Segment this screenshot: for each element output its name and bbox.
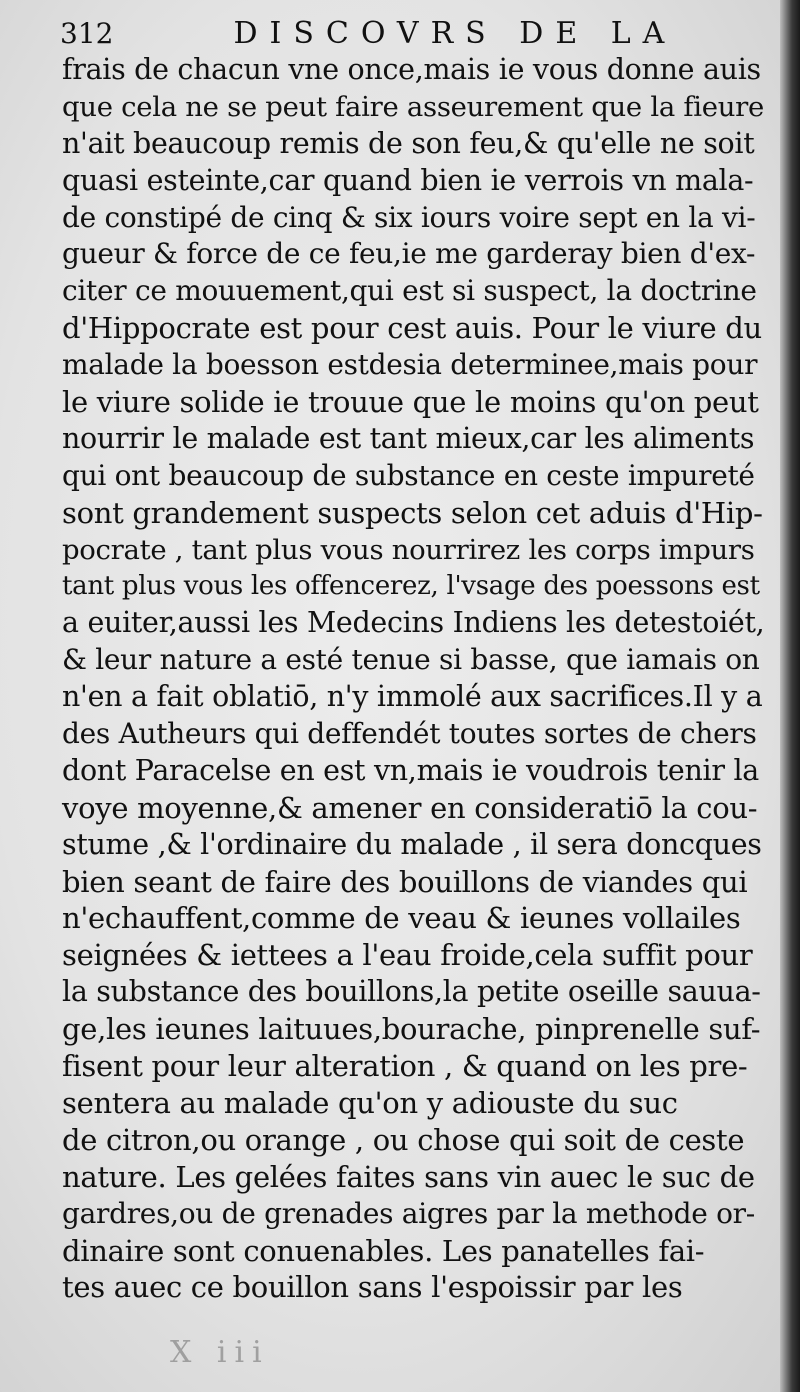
text-line: que cela ne se peut faire asseurement que la fieure [62,90,764,123]
text-line: de constipé de cinq & six iours voire sept en la vi- [62,200,756,234]
text-line: bien seant de faire des bouillons de viandes qui [62,864,748,899]
text-line: voye moyenne,& amener en consideratiō la cou- [62,790,758,825]
text-line: dont Paracelse en est vn,mais ie voudrois tenir la [62,753,759,787]
text-line: tant plus vous les offencerez, l'vsage des poessons est [62,571,760,602]
text-line: nourrir le malade est tant mieux,car les aliments [62,421,755,455]
text-line: dinaire sont conuenables. Les panatelles fai- [62,1233,705,1268]
text-line: & leur nature a esté tenue si basse, que iamais on [62,643,760,677]
text-line: fisent pour leur alteration , & quand on les pre- [62,1049,748,1084]
running-title: DISCOVRS DE LA [233,16,677,51]
text-line: frais de chacun vne once,mais ie vous donne auis [62,53,761,86]
book-gutter [780,0,800,1392]
text-line: citer ce mouuement,qui est si suspect, la doctrine [62,274,757,308]
text-line: de citron,ou orange , ou chose qui soit de ceste [62,1122,745,1157]
text-line: stume ,& l'ordinaire du malade , il sera doncques [62,827,762,861]
text-line: n'en a fait oblatiō, n'y immolé aux sacrifices.Il y a [62,680,763,714]
text-line: gardres,ou de grenades aigres par la methode or- [62,1196,755,1230]
text-line: le viure solide ie trouue que le moins qu'on peut [62,385,759,420]
text-line: quasi esteinte,car quand bien ie verrois vn mala- [62,163,754,197]
text-line: a euiter,aussi les Medecins Indiens les detestoiét, [62,606,765,640]
page-number: 312 [60,17,114,50]
text-line: n'ait beaucoup remis de son feu,& qu'elle ne soit [62,126,755,160]
text-line: qui ont beaucoup de substance en ceste impureté [62,458,755,492]
text-line: ge,les ieunes laituues,bourache, pinprenelle suf- [62,1012,761,1047]
page-header [60,16,760,56]
text-line: tes auec ce bouillon sans l'espoissir par les [62,1270,683,1305]
signature-mark: X iii [170,1335,270,1370]
text-line: nature. Les gelées faites sans vin auec le suc de [62,1159,755,1194]
text-line: des Autheurs qui deffendét toutes sortes de chers [62,717,757,751]
text-line: gueur & force de ce feu,ie me garderay bien d'ex- [62,237,756,271]
text-body [62,52,764,1306]
text-line: malade la boesson estdesia determinee,mais pour [62,348,758,382]
text-line: la substance des bouillons,la petite oseille sauua- [62,975,761,1009]
text-line: d'Hippocrate est pour cest auis. Pour le viure du [62,311,762,346]
text-line: sentera au malade qu'on y adiouste du suc [62,1085,678,1120]
text-line: pocrate , tant plus vous nourrirez les corps impurs [62,533,755,566]
text-line: sont grandement suspects selon cet aduis d'Hip- [62,495,763,530]
text-line: n'echauffent,comme de veau & ieunes vollailes [62,901,741,936]
text-line: seignées & iettees a l'eau froide,cela suffit pour [62,938,753,973]
